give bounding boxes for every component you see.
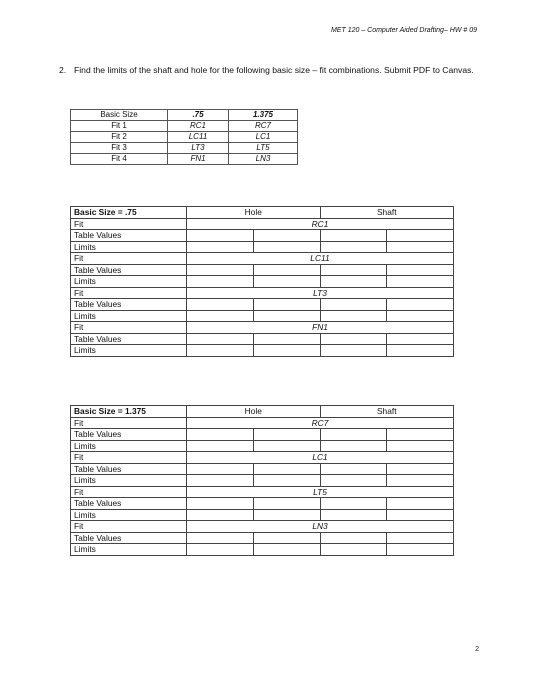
table-row (71, 143, 298, 154)
fit-code: LT5 (187, 486, 454, 498)
hole-value-cell[interactable] (253, 532, 320, 544)
hole-limit-cell[interactable] (253, 440, 320, 452)
hole-value-cell[interactable] (253, 498, 320, 510)
limits-label: Limits (71, 345, 187, 357)
shaft-limit-cell[interactable] (387, 345, 454, 357)
summary-value-a: LT3 (168, 143, 229, 154)
hole-value-cell[interactable] (187, 498, 254, 510)
shaft-value-cell[interactable] (320, 532, 387, 544)
hole-header: Hole (187, 406, 321, 418)
table-values-row (71, 429, 454, 441)
summary-value-a: LC11 (168, 132, 229, 143)
table-values-label: Table Values (71, 264, 187, 276)
limits-label: Limits (71, 241, 187, 253)
shaft-limit-cell[interactable] (320, 310, 387, 322)
table-values-row (71, 230, 454, 242)
hole-value-cell[interactable] (187, 429, 254, 441)
hole-value-cell[interactable] (253, 299, 320, 311)
shaft-limit-cell[interactable] (387, 310, 454, 322)
shaft-limit-cell[interactable] (320, 276, 387, 288)
table-values-label: Table Values (71, 299, 187, 311)
summary-value-a: FN1 (168, 154, 229, 165)
limits-row (71, 310, 454, 322)
hole-limit-cell[interactable] (187, 241, 254, 253)
table-values-row (71, 498, 454, 510)
hole-value-cell[interactable] (187, 299, 254, 311)
fit-row (71, 486, 454, 498)
table-row (71, 110, 298, 121)
hole-limit-cell[interactable] (253, 544, 320, 556)
hole-limit-cell[interactable] (187, 310, 254, 322)
table-values-row (71, 463, 454, 475)
summary-label: Fit 1 (71, 121, 168, 132)
hole-limit-cell[interactable] (187, 276, 254, 288)
hole-limit-cell[interactable] (187, 345, 254, 357)
shaft-value-cell[interactable] (387, 498, 454, 510)
shaft-value-cell[interactable] (320, 429, 387, 441)
limits-label: Limits (71, 475, 187, 487)
fit-row (71, 521, 454, 533)
fit-row (71, 322, 454, 334)
limits-row (71, 509, 454, 521)
fit-label: Fit (71, 322, 187, 334)
fit-label: Fit (71, 218, 187, 230)
shaft-value-cell[interactable] (387, 230, 454, 242)
limits-label: Limits (71, 276, 187, 288)
fit-row (71, 287, 454, 299)
summary-value-b: LC1 (229, 132, 298, 143)
question-text: Find the limits of the shaft and hole for the following basic size – fit combinations. Submit PDF to Canvas. (74, 65, 474, 75)
shaft-value-cell[interactable] (320, 463, 387, 475)
hole-header: Hole (187, 207, 321, 219)
table-header-row (71, 207, 454, 219)
shaft-value-cell[interactable] (320, 299, 387, 311)
shaft-value-cell[interactable] (320, 264, 387, 276)
shaft-limit-cell[interactable] (320, 475, 387, 487)
hole-limit-cell[interactable] (253, 345, 320, 357)
hole-limit-cell[interactable] (187, 509, 254, 521)
limits-label: Limits (71, 509, 187, 521)
hole-limit-cell[interactable] (253, 310, 320, 322)
table-title: Basic Size = .75 (71, 207, 187, 219)
summary-label: Fit 2 (71, 132, 168, 143)
hole-value-cell[interactable] (253, 333, 320, 345)
limits-label: Limits (71, 310, 187, 322)
shaft-limit-cell[interactable] (387, 475, 454, 487)
shaft-header: Shaft (320, 406, 454, 418)
shaft-value-cell[interactable] (320, 498, 387, 510)
hole-value-cell[interactable] (187, 333, 254, 345)
table-values-row (71, 333, 454, 345)
table-row (71, 132, 298, 143)
table-values-label: Table Values (71, 463, 187, 475)
limits-table-075 (70, 206, 454, 357)
table-row (71, 154, 298, 165)
hole-value-cell[interactable] (187, 264, 254, 276)
shaft-limit-cell[interactable] (387, 509, 454, 521)
summary-value-b: LN3 (229, 154, 298, 165)
fit-row (71, 218, 454, 230)
summary-label: Basic Size (71, 110, 168, 121)
limits-table-1375 (70, 405, 454, 556)
shaft-limit-cell[interactable] (320, 345, 387, 357)
summary-label: Fit 4 (71, 154, 168, 165)
summary-value-a: RC1 (168, 121, 229, 132)
shaft-value-cell[interactable] (387, 463, 454, 475)
table-values-label: Table Values (71, 429, 187, 441)
fit-code: RC7 (187, 417, 454, 429)
table-values-label: Table Values (71, 532, 187, 544)
table-values-row (71, 299, 454, 311)
table-values-label: Table Values (71, 230, 187, 242)
shaft-limit-cell[interactable] (387, 241, 454, 253)
hole-limit-cell[interactable] (253, 276, 320, 288)
shaft-limit-cell[interactable] (387, 440, 454, 452)
fit-row (71, 452, 454, 464)
hole-limit-cell[interactable] (253, 241, 320, 253)
summary-value-b: 1.375 (229, 110, 298, 121)
hole-value-cell[interactable] (253, 463, 320, 475)
summary-value-b: LT5 (229, 143, 298, 154)
hole-value-cell[interactable] (253, 230, 320, 242)
table-title: Basic Size = 1.375 (71, 406, 187, 418)
fit-label: Fit (71, 521, 187, 533)
limits-row (71, 440, 454, 452)
hole-limit-cell[interactable] (187, 440, 254, 452)
shaft-value-cell[interactable] (387, 429, 454, 441)
shaft-limit-cell[interactable] (320, 241, 387, 253)
question-number: 2. (59, 65, 67, 75)
shaft-value-cell[interactable] (387, 333, 454, 345)
limits-row (71, 241, 454, 253)
fit-label: Fit (71, 253, 187, 265)
table-header-row (71, 406, 454, 418)
hole-limit-cell[interactable] (187, 544, 254, 556)
fit-code: LT3 (187, 287, 454, 299)
shaft-limit-cell[interactable] (387, 276, 454, 288)
limits-row (71, 544, 454, 556)
fit-code: LN3 (187, 521, 454, 533)
shaft-value-cell[interactable] (387, 532, 454, 544)
hole-value-cell[interactable] (187, 532, 254, 544)
table-values-row (71, 532, 454, 544)
page-header: MET 120 – Computer Aided Drafting– HW # 09 (330, 27, 477, 34)
limits-row (71, 475, 454, 487)
shaft-header: Shaft (320, 207, 454, 219)
limits-label: Limits (71, 440, 187, 452)
hole-value-cell[interactable] (253, 429, 320, 441)
summary-label: Fit 3 (71, 143, 168, 154)
summary-value-b: RC7 (229, 121, 298, 132)
shaft-limit-cell[interactable] (320, 440, 387, 452)
hole-limit-cell[interactable] (187, 475, 254, 487)
hole-value-cell[interactable] (187, 230, 254, 242)
fit-row (71, 417, 454, 429)
fit-label: Fit (71, 486, 187, 498)
limits-row (71, 345, 454, 357)
summary-table (70, 109, 298, 165)
shaft-limit-cell[interactable] (387, 544, 454, 556)
fit-code: LC11 (187, 253, 454, 265)
table-row (71, 121, 298, 132)
page-number: 2 (475, 646, 479, 653)
fit-code: RC1 (187, 218, 454, 230)
table-values-label: Table Values (71, 498, 187, 510)
fit-label: Fit (71, 287, 187, 299)
hole-value-cell[interactable] (253, 264, 320, 276)
table-values-row (71, 264, 454, 276)
shaft-value-cell[interactable] (320, 230, 387, 242)
shaft-value-cell[interactable] (387, 264, 454, 276)
limits-label: Limits (71, 544, 187, 556)
shaft-value-cell[interactable] (320, 333, 387, 345)
shaft-value-cell[interactable] (387, 299, 454, 311)
fit-code: FN1 (187, 322, 454, 334)
hole-limit-cell[interactable] (253, 475, 320, 487)
fit-label: Fit (71, 452, 187, 464)
summary-value-a: .75 (168, 110, 229, 121)
table-values-label: Table Values (71, 333, 187, 345)
fit-label: Fit (71, 417, 187, 429)
shaft-limit-cell[interactable] (320, 544, 387, 556)
hole-value-cell[interactable] (187, 463, 254, 475)
fit-row (71, 253, 454, 265)
fit-code: LC1 (187, 452, 454, 464)
hole-limit-cell[interactable] (253, 509, 320, 521)
limits-row (71, 276, 454, 288)
shaft-limit-cell[interactable] (320, 509, 387, 521)
